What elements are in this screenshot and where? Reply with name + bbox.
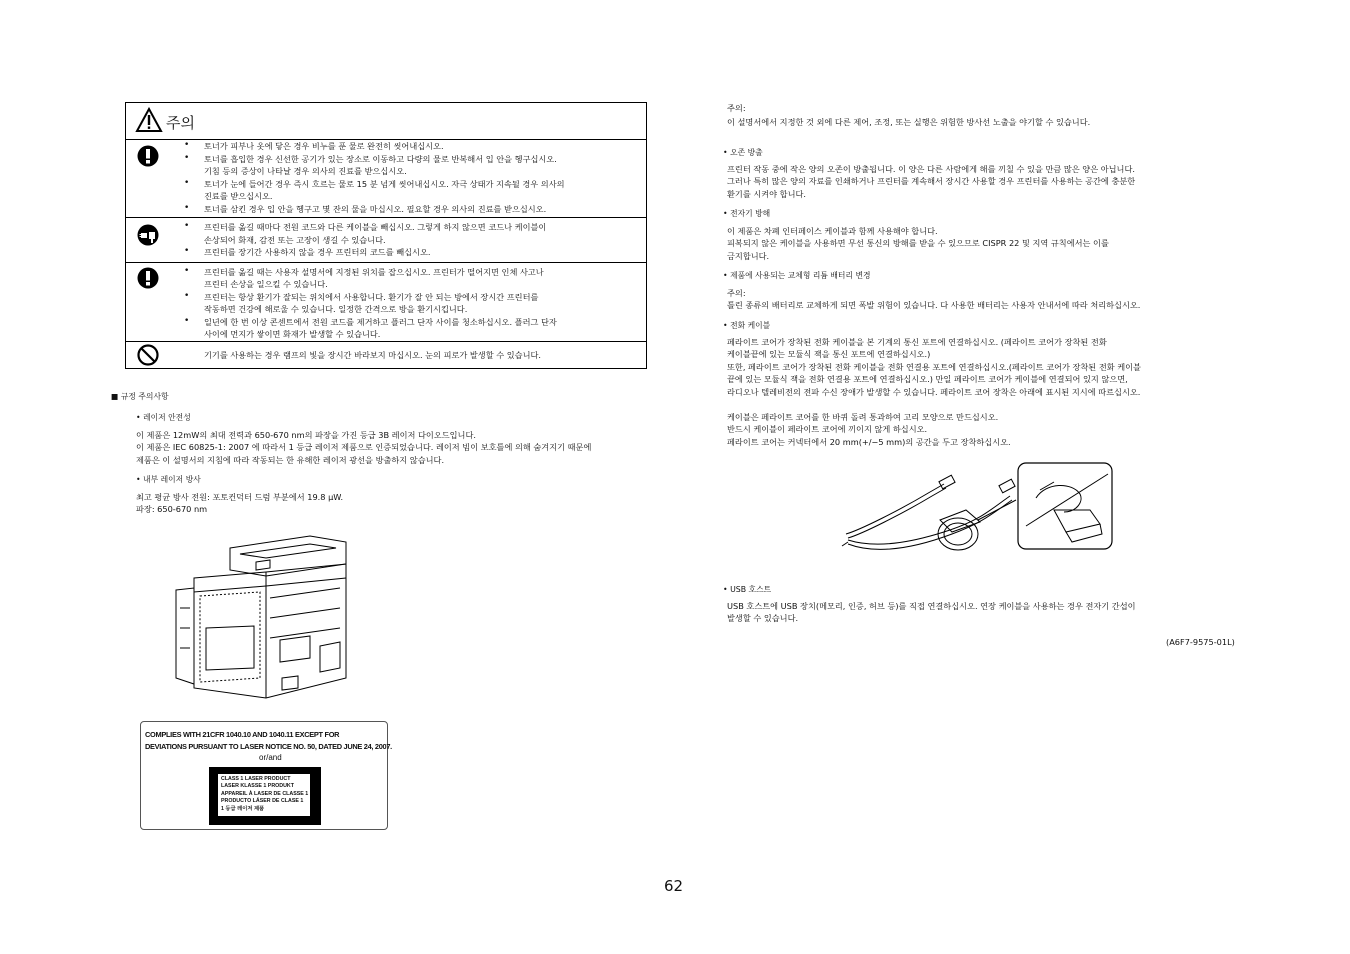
unplug-icon (137, 224, 159, 246)
emi-heading-text: 전자기 방해 (730, 209, 771, 218)
battery-text: 틀린 종류의 배터리로 교체하게 되면 폭발 위험이 있습니다. 다 사용한 배터리는 사용자 안내서에 따라 처리하십시오. (727, 300, 1141, 310)
caution-item: 프린터는 항상 환기가 잘되는 위치에서 사용합니다. 환기가 잘 안 되는 방에서 장시간 프린터를 (204, 292, 539, 302)
emi-heading: • 전자기 방해 (723, 209, 771, 218)
caution-item: 손상되어 화재, 감전 또는 고장이 생길 수 있습니다. (204, 235, 386, 245)
emi-line: 피복되지 않은 케이블을 사용하면 무선 통신의 방해를 받을 수 있으므로 CISPR 22 및 지역 규칙에서는 이를 (727, 238, 1109, 248)
caution-item: 토너가 눈에 들어간 경우 즉시 흐르는 물로 15 분 넘게 씻어내십시오. 자극 상태가 지속될 경우 의사의 (204, 179, 565, 189)
caution-item: 토너를 삼킨 경우 입 안을 헹구고 몇 잔의 물을 마십시오. 필요할 경우 의사의 진료를 받으십시오. (204, 204, 547, 214)
phone-cable-line: 페라이트 코어가 장착된 전화 케이블을 본 기계의 통신 포트에 연결하십시오. (페라이트 코어가 장착된 전화 (727, 337, 1107, 347)
caution-item: 토너를 흡입한 경우 신선한 공기가 있는 장소로 이동하고 다량의 물로 반복해서 입 안을 헹구십시오. (204, 154, 557, 164)
phone-cable-heading: • 전화 케이블 (723, 321, 771, 330)
compliance-text (145, 729, 392, 753)
class-line: 1 등급 레이저 제품 (221, 805, 265, 812)
laser-safety-line: 제품은 이 설명서의 지침에 따라 작동되는 한 유해한 레이저 광선을 방출하지 않습니다. (136, 455, 445, 465)
exclamation-icon (137, 145, 159, 167)
compliance-line: COMPLIES WITH 21CFR 1040.10 AND 1040.11 EXCEPT FOR (145, 730, 340, 739)
prohibited-icon (137, 344, 159, 366)
compliance-line: DEVIATIONS PURSUANT TO LASER NOTICE NO. 50, DATED JUNE 24, 2007. (145, 742, 392, 751)
class-1-label-box (209, 767, 321, 825)
class-line: APPAREIL À LASER DE CLASSE 1 (221, 790, 309, 797)
ozone-heading: • 오존 방출 (723, 148, 763, 157)
caution-item: 토너가 피부나 옷에 닿은 경우 비누를 푼 물로 완전히 씻어내십시오. (204, 141, 444, 151)
caution-row-lamp (126, 341, 646, 369)
usb-heading-text: USB 호스트 (730, 585, 772, 594)
printer-illustration (170, 528, 360, 718)
caution-row-unplug: • 프린터를 옮길 때마다 전원 코드와 다른 케이블을 빼십시오. 그렇게 하지 않으면 코드나 케이블이 손상되어 화재, 감전 또는 고장이 생길 수 있습니다. • 프린터를 장기간 사용하지 않을 경우 프린터의 코드를 빼십시오. (126, 217, 646, 263)
caution-row-toner: • 토너가 피부나 옷에 닿은 경우 비누를 푼 물로 완전히 씻어내십시오. • 토너를 흡입한 경우 신선한 공기가 있는 장소로 이동하고 다량의 물로 반복해서 입 안을 헹구십시오. 기침 등의 증상이 나타날 경우 의사의 진료를 받으십시오. • 토너가 눈에 들어간 경우 즉시 흐르는 물로 15 분 넘게 씻어내십시오. 자극 상태가 지속될 경우 의사의 진료를 받으십시오. • 토너를 삼킨 경우 입 안을 헹구고 몇 잔의 물을 마십시오. 필요할 경우 의사의 진료를 받으십시오. (126, 139, 646, 218)
exclamation-icon (137, 267, 159, 289)
laser-safety-heading-text: 레이저 안전성 (143, 413, 191, 422)
page-number: 62 (664, 877, 684, 895)
battery-note: 주의: (727, 288, 746, 298)
caution-item: 사이에 먼지가 쌓이면 화재가 발생할 수 있습니다. (204, 329, 381, 339)
ozone-line: 프린터 작동 중에 작은 양의 오존이 방출됩니다. 이 양은 다른 사람에게 해를 끼칠 수 있을 만큼 많은 양은 아닙니다. (727, 164, 1135, 174)
caution-item: 기침 등의 증상이 나타날 경우 의사의 진료를 받으십시오. (204, 166, 407, 176)
laser-safety-line: 이 제품은 IEC 60825-1: 2007 에 따라서 1 등급 레이저 제품으로 인증되었습니다. 레이저 빔이 보호틀에 의해 숨겨지기 때문에 (136, 442, 592, 452)
usb-line: USB 호스트에 USB 장치(메모리, 인증, 허브 등)를 직접 연결하십시오. 연장 케이블을 사용하는 경우 전자기 간섭이 (727, 601, 1136, 611)
internal-radiation-line: 파장: 650-670 nm (136, 504, 208, 514)
laser-safety-line: 이 제품은 12mW의 최대 전력과 650-670 nm의 파장을 가진 등급 3B 레이저 다이오드입니다. (136, 430, 476, 440)
battery-heading: • 제품에 사용되는 교체형 리튬 배터리 변경 (723, 271, 871, 280)
caution-title: 주의 (166, 114, 195, 132)
warning-triangle-icon (135, 107, 163, 133)
internal-radiation-heading: • 내부 레이저 방사 (136, 475, 201, 484)
caution-row-moving: • 프린터를 옮길 때는 사용자 설명서에 지정된 위치를 잡으십시오. 프린터가 떨어지면 인체 사고나 프린터 손상을 일으킬 수 있습니다. • 프린터는 항상 환기가 잘되는 위치에서 사용합니다. 환기가 잘 안 되는 방에서 장시간 프린터를 작동하면 건강에 해로울 수 있습니다. 일정한 간격으로 방을 환기시킵니다. • 일년에 한 번 이상 콘센트에서 전원 코드를 제거하고 플러그 단자 사이를 청소하십시오. 플러그 단자 사이에 먼지가 쌓이면 화재가 발생할 수 있습니다. (126, 262, 646, 342)
phone-cable-line: 케이블끝에 있는 모듈식 잭을 통신 포트에 연결하십시오.) (727, 349, 931, 359)
internal-radiation-heading-text: 내부 레이저 방사 (143, 475, 201, 484)
caution-header (126, 103, 646, 140)
caution-intro-text: 이 설명서에서 지정한 것 외에 다른 제어, 조정, 또는 실행은 위험한 방사선 노출을 야기할 수 있습니다. (727, 117, 1091, 127)
emi-line: 이 제품은 차폐 인터페이스 케이블과 함께 사용해야 합니다. (727, 226, 938, 236)
caution-item: 프린터를 장기간 사용하지 않을 경우 프린터의 코드를 빼십시오. (204, 247, 431, 257)
laser-safety-heading: • 레이저 안전성 (136, 413, 191, 422)
document-code: (A6F7-9575-01L) (1166, 637, 1235, 647)
usb-heading: • USB 호스트 (723, 585, 772, 594)
phone-cable-instruction: 반드시 케이블이 페라이트 코어에 끼이지 않게 하십시오. (727, 424, 928, 434)
ozone-line: 환기를 시켜야 합니다. (727, 189, 806, 199)
class-line: CLASS 1 LASER PRODUCT (221, 776, 291, 782)
caution-item: 기기를 사용하는 경우 램프의 빛을 장시간 바라보지 마십시오. 눈의 피로가 발생할 수 있습니다. (204, 350, 541, 360)
battery-heading-text: 제품에 사용되는 교체형 리튬 배터리 변경 (730, 271, 871, 280)
caution-item: 작동하면 건강에 해로울 수 있습니다. 일정한 간격으로 방을 환기시킵니다. (204, 304, 468, 314)
class-line: LASER KLASSE 1 PRODUKT (221, 783, 294, 790)
section-title-text: 규정 주의사항 (120, 392, 169, 401)
section-title: ■ 규정 주의사항 (111, 392, 169, 401)
class-1-label-inner (217, 773, 311, 817)
caution-table (125, 102, 647, 369)
internal-radiation-line: 최고 평균 방사 전원: 포토컨덕터 드럼 부분에서 19.8 μW. (136, 492, 344, 502)
phone-cable-heading-text: 전화 케이블 (730, 321, 771, 330)
caution-item: 프린터를 옮길 때마다 전원 코드와 다른 케이블을 빼십시오. 그렇게 하지 않으면 코드나 케이블이 (204, 222, 547, 232)
or-and-text: or/and (259, 753, 282, 762)
phone-cable-instruction: 페라이트 코어는 커넥터에서 20 mm(+/−5 mm)의 공간을 두고 장착하십시오. (727, 437, 1011, 447)
phone-cable-line: 또한, 페라이트 코어가 장착된 전화 케이블을 전화 연결용 포트에 연결하십시오.(페라이트 코어가 장착된 전화 케이블 (727, 362, 1141, 372)
phone-cable-instruction: 케이블은 페라이트 코어를 한 바퀴 돌려 통과하여 고리 모양으로 만드십시오. (727, 412, 999, 422)
caution-intro-heading: 주의: (727, 103, 746, 113)
caution-item: 일년에 한 번 이상 콘센트에서 전원 코드를 제거하고 플러그 단자 사이를 청소하십시오. 플러그 단자 (204, 317, 557, 327)
caution-item: 진료를 받으십시오. (204, 191, 273, 201)
emi-line: 금지합니다. (727, 251, 770, 261)
ferrite-core-illustration (840, 460, 1120, 560)
phone-cable-line: 라디오나 텔레비전의 전파 수신 장애가 발생할 수 있습니다. 페라이트 코어 장착은 아래에 표시된 지시에 따르십시오. (727, 387, 1141, 397)
caution-item: 프린터를 옮길 때는 사용자 설명서에 지정된 위치를 잡으십시오. 프린터가 떨어지면 인체 사고나 (204, 267, 544, 277)
ozone-heading-text: 오존 방출 (730, 148, 763, 157)
class-line: PRODUCTO LÁSER DE CLASE 1 (221, 798, 304, 805)
usb-line: 발생할 수 있습니다. (727, 613, 799, 623)
laser-compliance-label (140, 721, 392, 830)
phone-cable-line: 끝에 있는 모듈식 잭을 전화 연결용 포트에 연결하십시오.) 만일 페라이트 코어가 케이블에 연결되어 있지 않으면, (727, 374, 1128, 384)
ozone-line: 그러나 특히 많은 양의 자료를 인쇄하거나 프린터를 계속해서 장시간 사용할 경우 프린터를 사용하는 공간에 충분한 (727, 176, 1136, 186)
caution-item: 프린터 손상을 일으킬 수 있습니다. (204, 279, 328, 289)
